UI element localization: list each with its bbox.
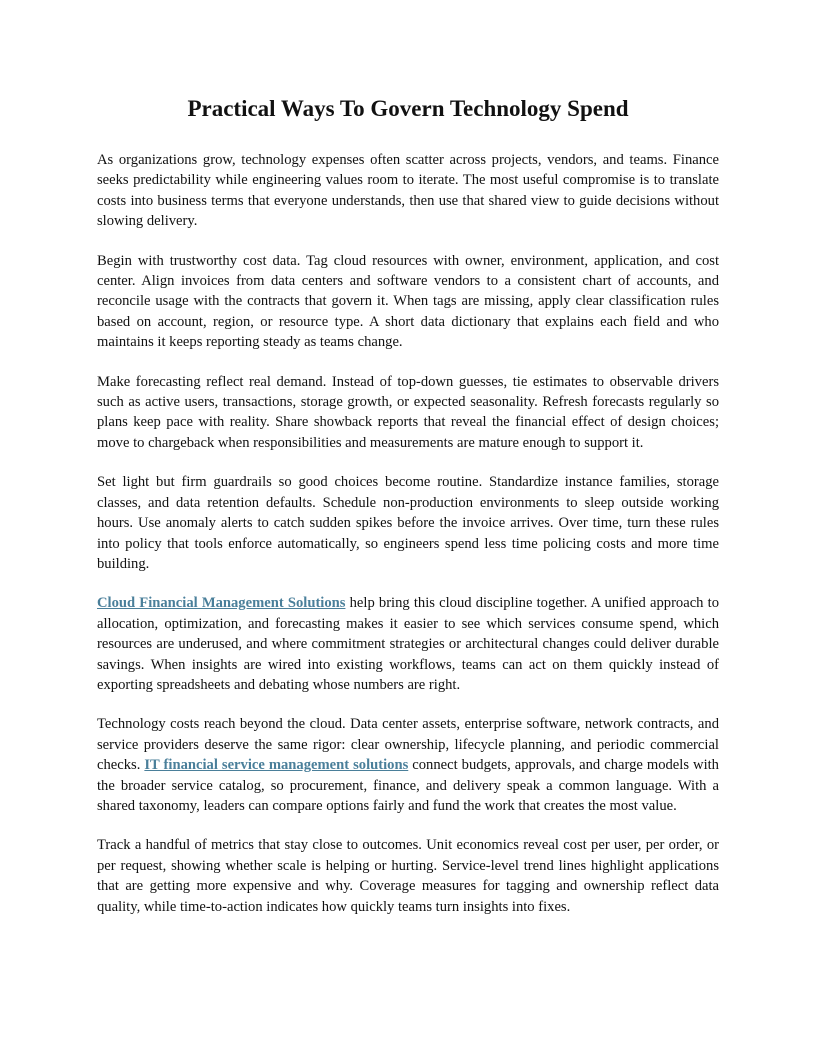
paragraph-beyond-cloud: [97, 714, 719, 816]
it-financial-service-management-link[interactable]: IT financial service management solutions: [144, 757, 409, 774]
paragraph-intro: As organizations grow, technology expenses often scatter across projects, vendors, and teams. Finance seeks predictability while engineering values room to iterate. The most useful compromise is to translate costs into business terms that everyone understands, then use that shared view to guide decisions without slowing delivery.: [97, 152, 719, 230]
paragraph-text: Technology costs reach beyond the cloud. Data center assets, enterprise software, network contracts, and service providers deserve the same rigor: clear ownership, lifecycle planning, and periodic commercial checks.: [97, 716, 719, 774]
paragraph-cost-data: Begin with trustworthy cost data. Tag cloud resources with owner, environment, application, and cost center. Align invoices from data centers and software vendors to a consistent chart of accounts, and reconcile usage with the contracts that govern it. When tags are missing, apply clear classification rules based on account, region, or resource type. A short data dictionary that explains each field and who maintains it keeps reporting steady as teams change.: [97, 252, 719, 351]
paragraph-text: connect budgets, approvals, and charge models with the broader service catalog, so procurement, finance, and delivery speak a common language. With a shared taxonomy, leaders can compare options fairly and fund the work that creates the most value.: [97, 757, 719, 814]
paragraph-guardrails: Set light but firm guardrails so good choices become routine. Standardize instance families, storage classes, and data retention defaults. Schedule non-production environments to sleep outside working hours. Use anomaly alerts to catch sudden spikes before the invoice arrives. Over time, turn these rules into policy that tools enforce automatically, so engineers spend less time policing costs and more time building.: [97, 474, 719, 572]
cloud-financial-management-link[interactable]: Cloud Financial Management Solutions: [97, 595, 346, 612]
page-title: Practical Ways To Govern Technology Spend: [187, 96, 629, 121]
paragraph-forecasting: Make forecasting reflect real demand. Instead of top-down guesses, tie estimates to observable drivers such as active users, transactions, storage growth, or expected seasonality. Refresh forecasts regularly so plans keep pace with reality. Share showback reports that reveal the financial effect of design choices; move to chargeback when responsibilities and measurements are mature enough to support it.: [97, 373, 719, 451]
paragraph-text: help bring this cloud discipline together. A unified approach to allocation, optimization, and forecasting makes it easier to see which services consume spend, which resources are underused, and where commitment strategies or architectural changes could deliver durable savings. When insights are wired into existing workflows, teams can act on them quickly instead of exporting spreadsheets and debating whose numbers are right.: [97, 595, 719, 693]
paragraph-metrics: Track a handful of metrics that stay close to outcomes. Unit economics reveal cost per user, per order, or per request, showing whether scale is helping or hurting. Service-level trend lines highlight applications that are getting more expensive and why. Coverage measures for tagging and ownership reflect data quality, while time-to-action indicates how quickly teams turn insights into fixes.: [97, 837, 719, 915]
paragraph-cloud-financial: [97, 593, 719, 695]
document-page: [97, 94, 719, 936]
